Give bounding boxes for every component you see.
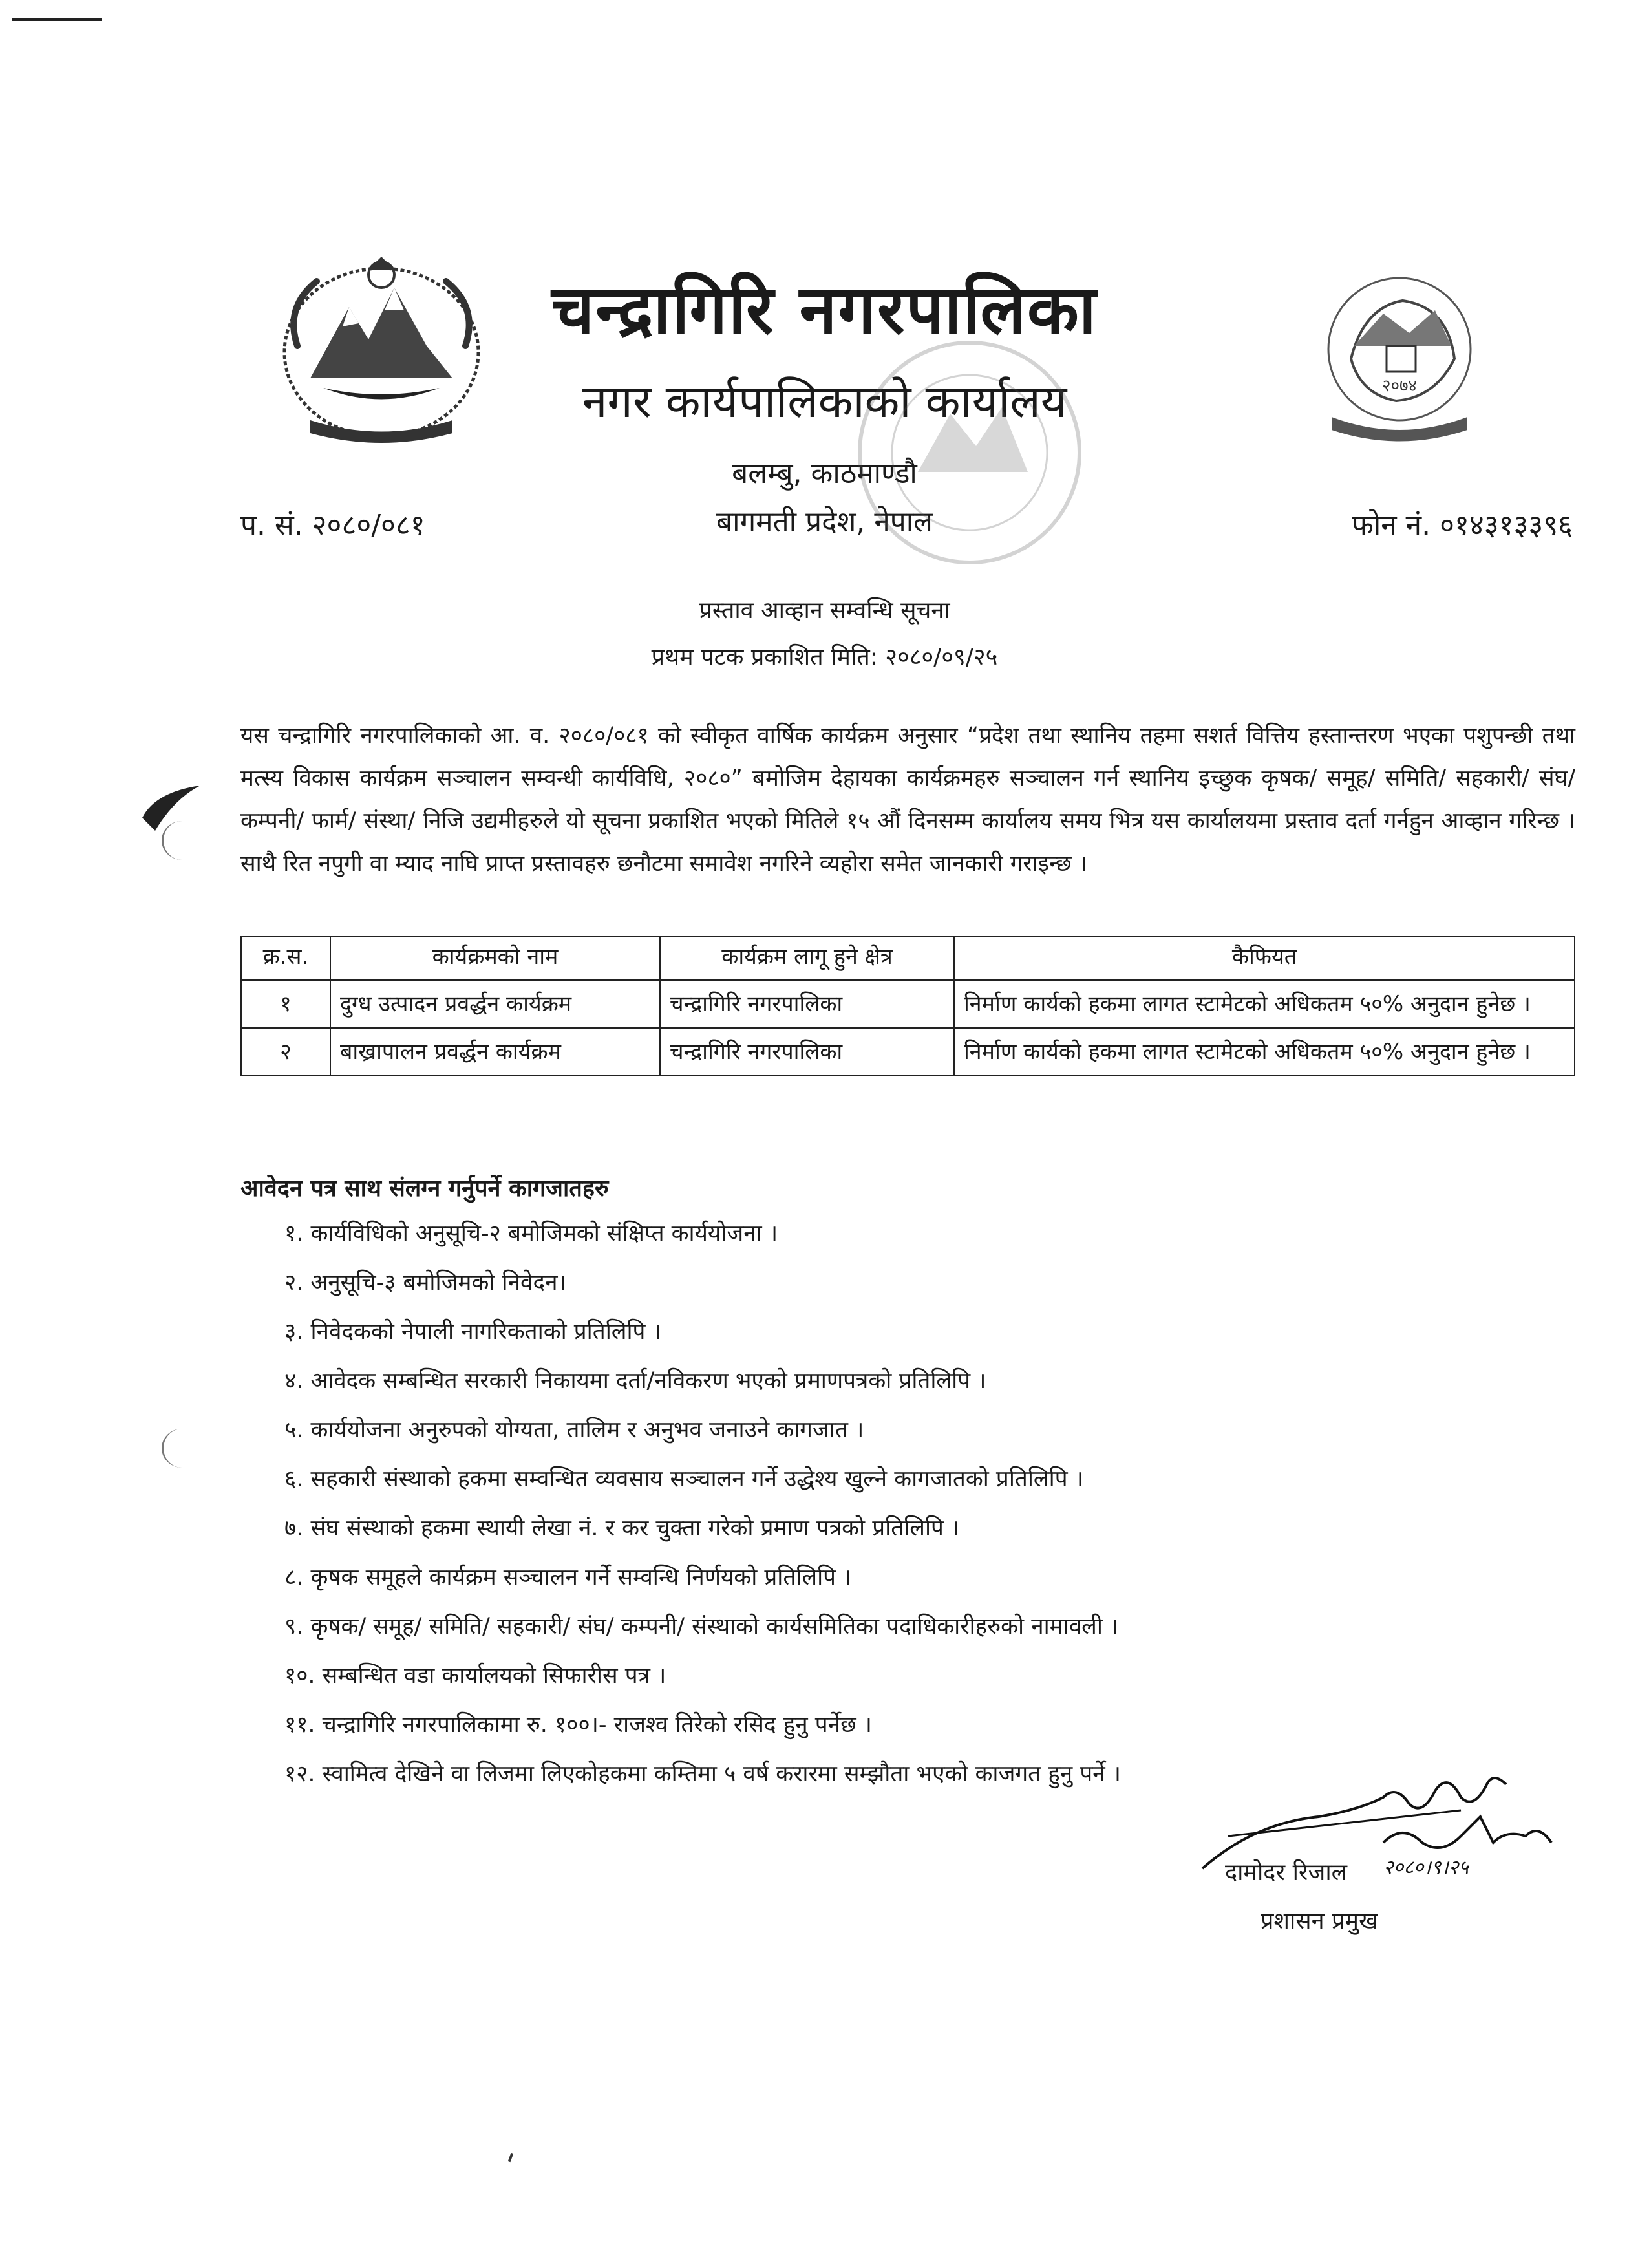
scan-dust-mark	[508, 2153, 514, 2163]
header-area: कार्यक्रम लागू हुने क्षेत्र	[660, 936, 954, 980]
notice-body: यस चन्द्रागिरि नगरपालिकाको आ. व. २०८०/०८१ को स्वीकृत वार्षिक कार्यक्रम अनुसार “प्रदेश तथा स्थानिय तहमा सशर्त वित्तिय हस्तान्तरण भएका पशुपन्छी तथा मत्स्य विकास कार्यक्रम सञ्चालन सम्वन्धी कार्यविधि, २०८०” बमोजिम देहायका कार्यक्रमहरु सञ्चालन गर्न स्थानिय इच्छुक कृषक/ समूह/ समिति/ सहकारी/ संघ/ कम्पनी/ फार्म/ संस्था/ निजि उद्यमीहरुले यो सूचना प्रकाशित भएको मितिले १५ औं दिनसम्म कार्यालय समय भित्र यस कार्यालयमा प्रस्ताव दर्ता गर्नहुन आव्हान गरिन्छ ।साथै रित नपुगी वा म्याद नाघि प्राप्त प्रस्तावहरु छनौटमा समावेश नगरिने व्यहोरा समेत जानकारी गराइन्छ ।	[240, 723, 1575, 877]
list-item: २. अनुसूचि-३ बमोजिमको निवेदन।	[284, 1270, 566, 1296]
list-item: १०. सम्बन्धित वडा कार्यालयको सिफारीस पत्र ।	[284, 1663, 666, 1689]
scan-corner-mark	[12, 18, 102, 21]
row-area: चन्द्रागिरि नगरपालिका	[660, 1028, 954, 1076]
header-remarks: कैफियत	[954, 936, 1575, 980]
list-item: ४. आवेदक सम्बन्धित सरकारी निकायमा दर्ता/नविकरण भएको प्रमाणपत्रको प्रतिलिपि ।	[284, 1368, 986, 1394]
list-item: १. कार्यविधिको अनुसूचि-२ बमोजिमको संक्षिप्त कार्ययोजना ।	[284, 1221, 778, 1246]
row-remarks: निर्माण कार्यको हकमा लागत स्टामेटको अधिकतम ५०% अनुदान हुनेछ ।	[954, 1028, 1575, 1076]
address-line-1: बलम्बु, काठमाण्डौ	[732, 457, 917, 490]
signer-name: दामोदर रिजाल	[1225, 1859, 1348, 1886]
row-serial: १	[241, 980, 330, 1028]
notice-title: प्रस्ताव आव्हान सम्वन्धि सूचना	[699, 597, 950, 624]
attachments-list	[284, 1209, 1121, 1799]
list-item: ७. संघ संस्थाको हकमा स्थायी लेखा नं. र कर चुक्ता गरेको प्रमाण पत्रको प्रतिलिपि ।	[284, 1515, 960, 1541]
header-program-name: कार्यक्रमको नाम	[330, 936, 660, 980]
list-item: ६. सहकारी संस्थाको हकमा सम्वन्धित व्यवसाय सञ्चालन गर्ने उद्धेश्य खुल्ने कागजातको प्रतिलिपि ।	[284, 1466, 1083, 1492]
row-program-name: बाख्रापालन प्रवर्द्धन कार्यक्रम	[330, 1028, 660, 1076]
list-item: १२. स्वामित्व देखिने वा लिजमा लिएकोहकमा कम्तिमा ५ वर्ष करारमा सम्झौता भएको काजगत हुनु पर्ने ।	[284, 1761, 1122, 1787]
list-item: ८. कृषक समूहले कार्यक्रम सञ्चालन गर्ने सम्वन्धि निर्णयको प्रतिलिपि ।	[284, 1565, 852, 1590]
table-row	[241, 1028, 1575, 1076]
program-table	[240, 936, 1575, 1076]
list-item: ५. कार्ययोजना अनुरुपको योग्यता, तालिम र अनुभव जनाउने कागजात ।	[284, 1417, 864, 1443]
punch-hole-mark	[162, 1429, 202, 1468]
signature-date: २०८०।९।२५	[1383, 1856, 1469, 1875]
row-remarks: निर्माण कार्यको हकमा लागत स्टामेटको अधिकतम ५०% अनुदान हुनेछ ।	[954, 980, 1575, 1028]
phone-number: फोन नं. ०१४३१३३९६	[1351, 509, 1573, 542]
attachments-heading: आवेदन पत्र साथ संलग्न गर्नुपर्ने कागजातहरु	[240, 1175, 609, 1202]
punch-hole-mark	[162, 821, 202, 860]
table-row	[241, 980, 1575, 1028]
reference-number: प. सं. २०८०/०८१	[240, 509, 425, 542]
signer-designation: प्रशासन प्रमुख	[1261, 1908, 1378, 1934]
logo-year-label: २०७४	[1381, 376, 1418, 396]
header-serial: क्र.स.	[241, 936, 330, 980]
row-program-name: दुग्ध उत्पादन प्रवर्द्धन कार्यक्रम	[330, 980, 660, 1028]
notice-published-date: प्रथम पटक प्रकाशित मिति: २०८०/०९/२५	[651, 644, 998, 670]
list-item: ३. निवेदकको नेपाली नागरिकताको प्रतिलिपि ।	[284, 1319, 661, 1345]
address-line-2: बागमती प्रदेश, नेपाल	[716, 506, 933, 539]
office-stamp	[821, 323, 1118, 582]
list-item: ११. चन्द्रागिरि नगरपालिकामा रु. १००।- राजश्व तिरेको रसिद हुनु पर्नेछ ।	[284, 1712, 872, 1738]
row-serial: २	[241, 1028, 330, 1076]
municipality-title: चन्द्रागिरि नगरपालिका	[551, 270, 1098, 349]
office-title: नगर कार्यपालिकाको कार्यालय	[582, 375, 1067, 428]
list-item: ९. कृषक/ समूह/ समिति/ सहकारी/ संघ/ कम्पनी/ संस्थाको कार्यसमितिका पदाधिकारीहरुको नामावली ।	[284, 1614, 1119, 1640]
row-area: चन्द्रागिरि नगरपालिका	[660, 980, 954, 1028]
table-header-row	[241, 936, 1575, 980]
